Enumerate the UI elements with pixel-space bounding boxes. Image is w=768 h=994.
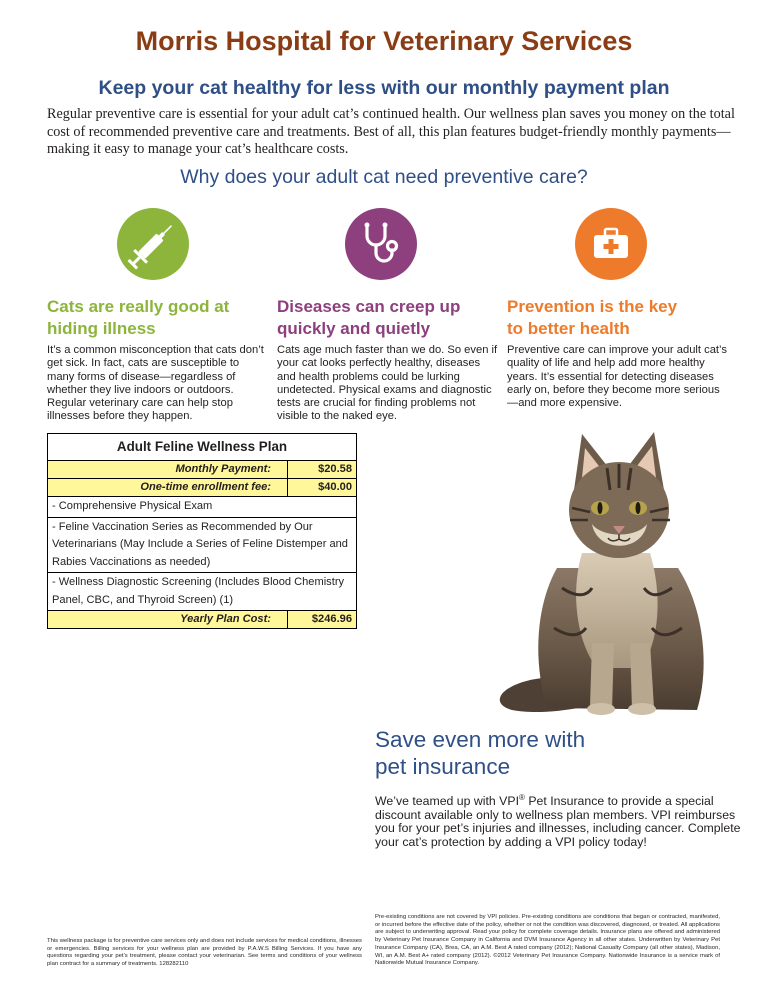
insurance-heading <box>375 726 755 780</box>
yearly-cost-value: $246.96 <box>288 611 357 629</box>
col2-heading-line1: Diseases can creep up <box>277 297 461 316</box>
col1-heading-line1: Cats are really good at <box>47 297 230 316</box>
wellness-plan-table <box>47 433 357 629</box>
first-aid-kit-icon <box>575 208 647 280</box>
col3-heading <box>507 296 737 340</box>
page-subtitle: Keep your cat healthy for less with our monthly payment plan <box>98 77 670 99</box>
col1-heading-line2: hiding illness <box>47 319 156 338</box>
stethoscope-icon <box>345 208 417 280</box>
col3-heading-line2: to better health <box>507 319 630 338</box>
col2-heading <box>277 296 507 340</box>
plan-item: - Comprehensive Physical Exam <box>48 497 357 518</box>
insurance-body-pre: We’ve teamed up with VPI <box>375 794 519 809</box>
intro-paragraph: Regular preventive care is essential for your adult cat’s continued health. Our wellness plan saves you money on the total cost of recommended preventive care and treatments. Best of all, this plan features budget-friendly monthly payments—making it easy to manage your cat’s healthcare costs. <box>47 106 735 157</box>
monthly-payment-row <box>48 461 357 479</box>
cat-photo <box>482 428 742 718</box>
monthly-payment-label: Monthly Payment: <box>48 461 288 479</box>
plan-item: - Wellness Diagnostic Screening (Includes Blood Chemistry Panel, CBC, and Thyroid Screen) (1) <box>48 573 357 611</box>
footer-disclaimer-left: This wellness package is for preventive care services only and does not include services for medical conditions, illnesses or emergencies. Billing services for your wellness plan are provided by P.A.W.S Billing Services. If you have any questions regarding your pet’s treatment, please contact your veterinarian. See terms and conditions of your wellness plan contract for a summary of treatments. 128282110 <box>47 938 362 968</box>
plan-item: - Feline Vaccination Series as Recommended by Our Veterinarians (May Include a Series of Feline Distemper and Rabies Vaccinations as needed) <box>48 517 357 573</box>
insurance-body-post: Pet Insurance to provide a special discount available only to wellness plan members. VPI reimburses you for your pet’s injuries and illnesses, including cancer. Complete your cat’s protection by adding a VPI policy today! <box>375 794 741 849</box>
insurance-heading-line2: pet insurance <box>375 754 511 779</box>
registered-mark: ® <box>519 793 525 802</box>
col3-body: Preventive care can improve your adult cat’s quality of life and help add more healthy years. It’s essential for detecting diseases early on, before they become more serious—and more expensive. <box>507 344 727 410</box>
col3-heading-line1: Prevention is the key <box>507 297 678 316</box>
col2-heading-line2: quickly and quietly <box>277 319 431 338</box>
monthly-payment-value: $20.58 <box>288 461 357 479</box>
enrollment-fee-row <box>48 479 357 497</box>
col1-heading <box>47 296 277 340</box>
insurance-body <box>375 791 755 849</box>
section-question: Why does your adult cat need preventive care? <box>180 166 588 188</box>
yearly-cost-label: Yearly Plan Cost: <box>48 611 288 629</box>
col1-body: It’s a common misconception that cats don’t get sick. In fact, cats are susceptible to many forms of disease—regardless of whether they live indoors or outdoors. Regular veterinary care can help stop illnesses before they happen. <box>47 344 264 423</box>
enrollment-fee-value: $40.00 <box>288 479 357 497</box>
footer-disclaimer-right: Pre-existing conditions are not covered by VPI policies. Pre-existing conditions are conditions that began or contracted, manifested, or incurred before the effective date of the policy, whether or not the condition was discovered, diagnosed, or treated. All applications are subject to underwriting approval. Read your policy for complete coverage details. Insurance plans are offered and administered by Veterinary Pet Insurance Company in California and DVM Insurance Agency in all other states. Underwritten by Veterinary Pet Insurance Company (CA), Brea, CA, an A.M. Best A rated company (2012); National Casualty Company (all other states), Madison, WI, an A.M. Best A+ rated company (2012). ©2012 Veterinary Pet Insurance Company. Nationwide Insurance is a service mark of Nationwide Mutual Insurance Company. <box>375 914 720 967</box>
plan-title: Adult Feline Wellness Plan <box>48 434 357 461</box>
page-title: Morris Hospital for Veterinary Services <box>135 26 633 56</box>
enrollment-fee-label: One-time enrollment fee: <box>48 479 288 497</box>
insurance-heading-line1: Save even more with <box>375 727 586 752</box>
syringe-icon <box>117 208 189 280</box>
yearly-cost-row <box>48 611 357 629</box>
col2-body: Cats age much faster than we do. So even if your cat looks perfectly healthy, diseases and health problems could be lurking undetected. Physical exams and diagnostic tests are crucial for finding problems not visible to the naked eye. <box>277 344 498 423</box>
